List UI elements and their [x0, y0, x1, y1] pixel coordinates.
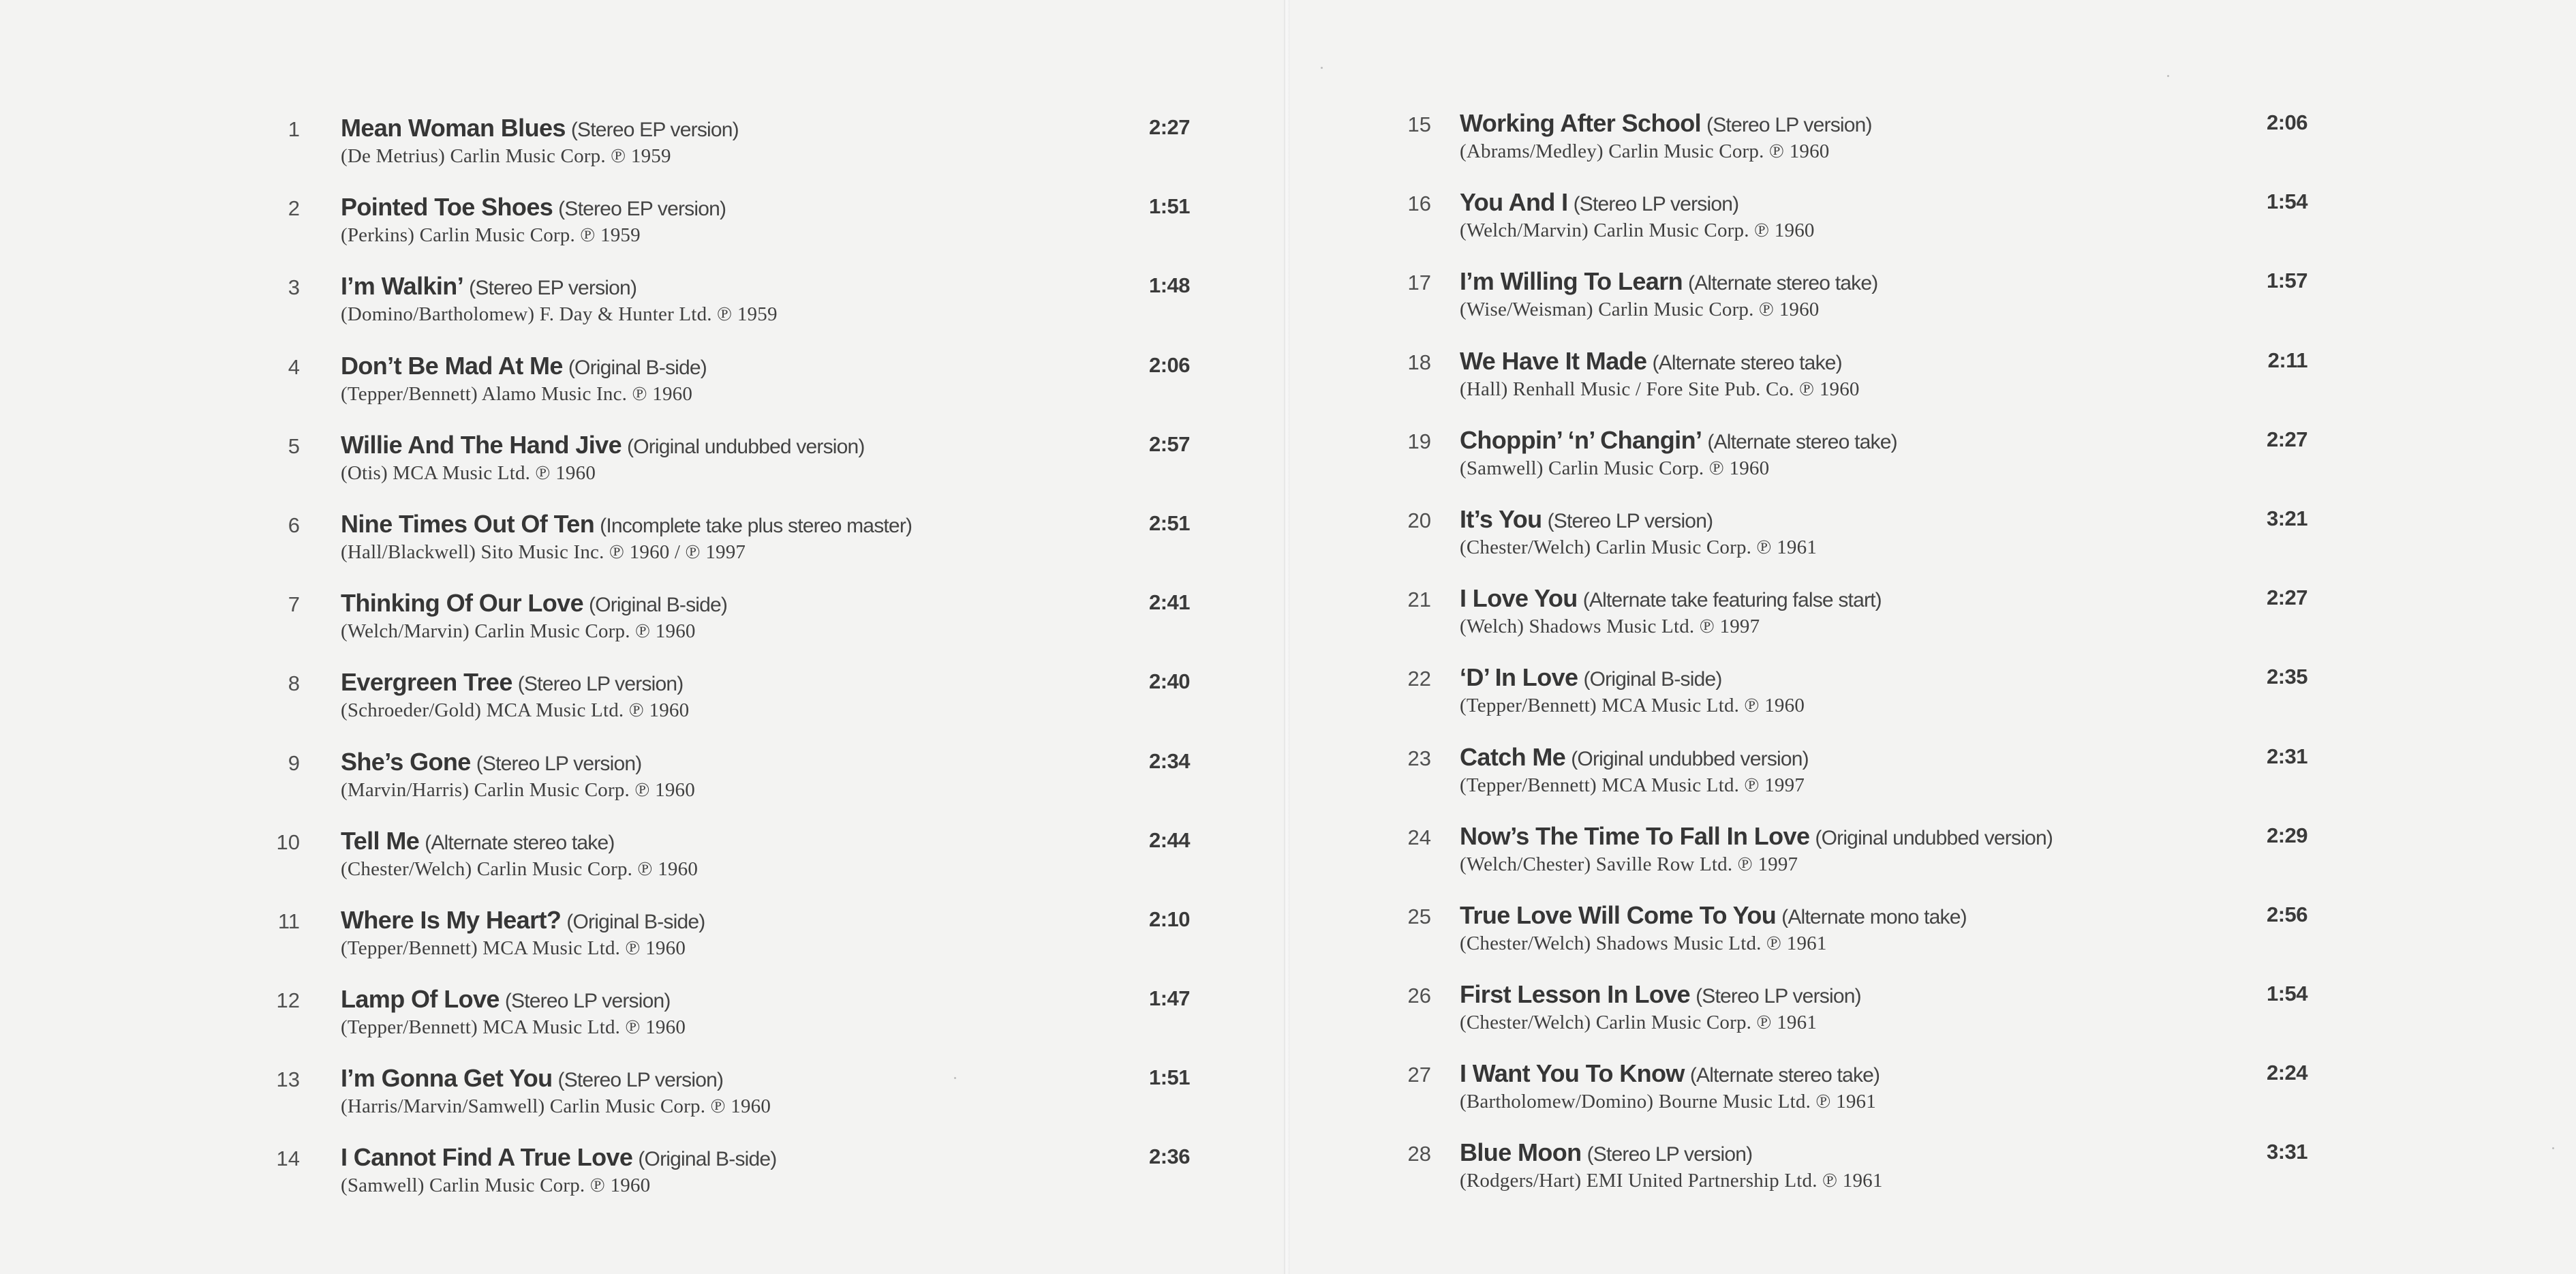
song-title: Now’s The Time To Fall In Love: [1460, 821, 1810, 850]
track-row: [266, 1143, 1190, 1222]
track-row: [266, 668, 1190, 747]
track-row: [1405, 901, 2307, 980]
song-title: I Want You To Know: [1460, 1059, 1685, 1088]
song-title: Tell Me: [341, 826, 420, 855]
title-line: [1460, 663, 1722, 692]
song-title: I Love You: [1460, 584, 1578, 613]
duration: 2:31: [2266, 744, 2307, 768]
track-number: 5: [288, 434, 300, 458]
duration: 2:11: [2267, 348, 2307, 372]
song-title: Mean Woman Blues: [341, 114, 566, 142]
track-row: [266, 985, 1190, 1064]
track-number: 28: [1407, 1142, 1431, 1166]
track-number: 8: [288, 671, 300, 696]
version-note: (Stereo EP version): [469, 277, 637, 300]
credits-line: (Hall) Renhall Music / Fore Site Pub. Co. ℗ 1960: [1460, 378, 1860, 400]
duration: 1:51: [1148, 194, 1190, 219]
version-note: (Stereo EP version): [570, 119, 739, 141]
title-line: [1460, 1138, 1752, 1167]
track-row: [1405, 584, 2307, 663]
version-note: (Alternate stereo take): [425, 831, 615, 854]
track-number: 1: [288, 117, 300, 141]
song-title: First Lesson In Love: [1460, 980, 1691, 1009]
track-row: [1405, 663, 2307, 742]
title-line: [341, 114, 739, 142]
song-title: Lamp Of Love: [341, 985, 500, 1014]
track-number: 15: [1407, 112, 1431, 136]
title-line: [1460, 347, 1842, 376]
credits-line: (Welch/Chester) Saville Row Ltd. ℗ 1997: [1460, 853, 1798, 875]
song-title: Blue Moon: [1460, 1138, 1582, 1167]
version-note: (Alternate stereo take): [1689, 1064, 1880, 1087]
track-number: 6: [288, 513, 300, 537]
track-row: [266, 114, 1190, 193]
title-line: [341, 748, 641, 776]
title-line: [1460, 505, 1713, 534]
track-row: [266, 906, 1190, 985]
title-line: [1460, 426, 1897, 455]
track-row: [266, 510, 1190, 589]
title-line: [341, 827, 615, 855]
track-number: 26: [1407, 984, 1431, 1008]
version-note: (Stereo LP version): [1586, 1143, 1753, 1166]
credits-line: (Chester/Welch) Carlin Music Corp. ℗ 1960: [341, 858, 699, 880]
title-line: [341, 589, 727, 618]
duration: 2:40: [1148, 669, 1190, 694]
song-title: Pointed Toe Shoes: [341, 193, 553, 222]
track-row: [266, 193, 1190, 272]
version-note: (Stereo LP version): [1706, 114, 1872, 136]
duration: 2:10: [1148, 907, 1190, 931]
title-line: [1460, 822, 2053, 851]
credits-line: (Chester/Welch) Shadows Music Ltd. ℗ 1961: [1460, 932, 1827, 954]
duration: 2:06: [1148, 352, 1190, 377]
duration: 2:44: [1148, 828, 1190, 852]
title-line: [341, 352, 707, 380]
track-row: [1405, 505, 2307, 584]
track-number: 11: [277, 909, 300, 933]
credits-line: (Wise/Weisman) Carlin Music Corp. ℗ 1960: [1460, 299, 1820, 321]
duration: 1:57: [2266, 269, 2307, 293]
track-number: 4: [288, 354, 300, 379]
duration: 2:51: [1148, 511, 1190, 535]
song-title: Choppin’ ‘n’ Changin’: [1460, 425, 1702, 454]
track-row: [1405, 109, 2307, 188]
duration: 1:47: [1148, 986, 1190, 1011]
song-title: Where Is My Heart?: [341, 905, 562, 934]
credits-line: (Welch/Marvin) Carlin Music Corp. ℗ 1960: [341, 620, 696, 643]
title-line: [341, 985, 671, 1014]
track-number: 18: [1407, 350, 1431, 374]
track-row: [1405, 980, 2307, 1059]
version-note: (Alternate take featuring false start): [1582, 589, 1882, 612]
duration: 1:48: [1148, 273, 1190, 298]
track-number: 7: [288, 592, 300, 617]
version-note: (Original B-side): [1583, 668, 1722, 691]
song-title: True Love Will Come To You: [1460, 900, 1777, 929]
credits-line: (Bartholomew/Domino) Bourne Music Ltd. ℗ 1961: [1460, 1091, 1876, 1113]
credits-line: (Tepper/Bennett) MCA Music Ltd. ℗ 1960: [341, 937, 686, 959]
duration: 3:31: [2266, 1140, 2307, 1164]
track-row: [1405, 1059, 2307, 1138]
title-line: [1460, 1059, 1880, 1088]
song-title: Nine Times Out Of Ten: [341, 509, 595, 538]
track-number: 13: [276, 1067, 300, 1092]
track-row: [1405, 822, 2307, 901]
song-title: I’m Gonna Get You: [341, 1064, 553, 1093]
credits-line: (Welch/Marvin) Carlin Music Corp. ℗ 1960: [1460, 219, 1815, 242]
version-note: (Original B-side): [589, 594, 728, 617]
credits-line: (Abrams/Medley) Carlin Music Corp. ℗ 1960: [1460, 140, 1830, 162]
title-line: [1460, 267, 1877, 296]
credits-line: (Chester/Welch) Carlin Music Corp. ℗ 1961: [1460, 536, 1818, 558]
duration: 2:27: [1148, 115, 1190, 139]
version-note: (Alternate mono take): [1781, 905, 1967, 928]
title-line: [1460, 188, 1738, 217]
song-title: Don’t Be Mad At Me: [341, 351, 563, 380]
track-number: 3: [288, 275, 300, 300]
credits-line: (Schroeder/Gold) MCA Music Ltd. ℗ 1960: [341, 699, 690, 722]
track-row: [266, 748, 1190, 827]
track-number: 12: [276, 988, 300, 1013]
duration: 2:29: [2266, 823, 2307, 847]
duration: 2:24: [2266, 1061, 2307, 1085]
credits-line: (Samwell) Carlin Music Corp. ℗ 1960: [341, 1174, 651, 1197]
song-title: We Have It Made: [1460, 346, 1647, 375]
track-number: 14: [276, 1147, 300, 1171]
song-title: Catch Me: [1460, 742, 1566, 771]
credits-line: (Tepper/Bennett) MCA Music Ltd. ℗ 1960: [1460, 695, 1805, 717]
credits-line: (Tepper/Bennett) Alamo Music Inc. ℗ 1960: [341, 382, 693, 405]
duration: 1:54: [2266, 982, 2307, 1006]
version-note: (Alternate stereo take): [1688, 272, 1878, 295]
track-number: 9: [288, 750, 300, 775]
credits-line: (Domino/Bartholomew) F. Day & Hunter Ltd. ℗ 1959: [341, 303, 778, 326]
track-number: 25: [1407, 904, 1431, 928]
song-title: Evergreen Tree: [341, 668, 512, 697]
version-note: (Original undubbed version): [1815, 826, 2053, 849]
track-number: 23: [1407, 746, 1431, 770]
duration: 2:06: [2266, 110, 2307, 134]
duration: 1:54: [2266, 189, 2307, 214]
credits-line: (Otis) MCA Music Ltd. ℗ 1960: [341, 461, 596, 484]
track-number: 2: [288, 196, 300, 221]
track-number: 16: [1407, 192, 1431, 216]
track-number: 24: [1407, 825, 1431, 849]
title-line: [341, 906, 705, 935]
version-note: (Stereo LP version): [476, 752, 642, 775]
duration: 2:27: [2266, 586, 2307, 610]
track-row: [1405, 1138, 2307, 1217]
credits-line: (Hall/Blackwell) Sito Music Inc. ℗ 1960 / ℗ 1997: [341, 541, 746, 563]
song-title: Working After School: [1460, 109, 1702, 137]
song-title: Thinking Of Our Love: [341, 589, 583, 618]
version-note: (Incomplete take plus stereo master): [600, 514, 913, 537]
duration: 2:35: [2266, 665, 2307, 689]
track-number: 27: [1407, 1063, 1431, 1087]
version-note: (Original B-side): [638, 1148, 777, 1171]
version-note: (Original B-side): [566, 910, 705, 933]
track-row: [266, 589, 1190, 668]
track-number: 17: [1407, 271, 1431, 295]
song-title: Willie And The Hand Jive: [341, 430, 622, 459]
track-row: [1405, 267, 2307, 346]
title-line: [341, 431, 865, 459]
paper-speck: [2167, 75, 2169, 77]
track-number: 19: [1407, 429, 1431, 453]
track-number: 21: [1407, 588, 1431, 612]
credits-line: (Harris/Marvin/Samwell) Carlin Music Corp. ℗ 1960: [341, 1095, 771, 1118]
track-list-right: [1405, 109, 2307, 1218]
credits-line: (Welch) Shadows Music Ltd. ℗ 1997: [1460, 616, 1760, 638]
track-row: [1405, 743, 2307, 822]
track-row: [266, 1064, 1190, 1143]
duration: 1:51: [1148, 1065, 1190, 1090]
track-number: 10: [276, 830, 300, 854]
track-number: 22: [1407, 667, 1431, 691]
title-line: [341, 193, 726, 222]
credits-line: (Chester/Welch) Carlin Music Corp. ℗ 1961: [1460, 1012, 1818, 1034]
duration: 2:27: [2266, 427, 2307, 451]
version-note: (Stereo EP version): [558, 198, 726, 221]
duration: 3:21: [2266, 506, 2307, 530]
credits-line: (Rodgers/Hart) EMI United Partnership Ltd. ℗ 1961: [1460, 1170, 1883, 1192]
paper-speck: [2552, 1147, 2554, 1149]
title-line: [1460, 980, 1861, 1009]
song-title: She’s Gone: [341, 747, 471, 776]
version-note: (Stereo LP version): [1547, 509, 1713, 532]
duration: 2:57: [1148, 431, 1190, 456]
song-title: I’m Walkin’: [341, 272, 464, 301]
version-note: (Original B-side): [568, 356, 707, 379]
track-row: [266, 352, 1190, 431]
credits-line: (Perkins) Carlin Music Corp. ℗ 1959: [341, 224, 641, 247]
song-title: You And I: [1460, 188, 1568, 217]
credits-line: (De Metrius) Carlin Music Corp. ℗ 1959: [341, 145, 671, 167]
credits-line: (Tepper/Bennett) MCA Music Ltd. ℗ 1960: [341, 1016, 686, 1039]
version-note: (Stereo LP version): [557, 1069, 724, 1092]
title-line: [341, 272, 637, 301]
track-row: [266, 431, 1190, 510]
title-line: [341, 1064, 723, 1093]
duration: 2:34: [1148, 748, 1190, 773]
duration: 2:56: [2266, 902, 2307, 926]
duration: 2:41: [1148, 590, 1190, 615]
track-row: [1405, 188, 2307, 267]
paper-speck: [1321, 67, 1323, 69]
song-title: I Cannot Find A True Love: [341, 1143, 633, 1172]
track-number: 20: [1407, 508, 1431, 532]
version-note: (Alternate stereo take): [1652, 351, 1842, 374]
credits-line: (Samwell) Carlin Music Corp. ℗ 1960: [1460, 457, 1770, 479]
title-line: [1460, 584, 1882, 613]
version-note: (Alternate stereo take): [1707, 430, 1897, 453]
version-note: (Stereo LP version): [517, 673, 684, 696]
track-row: [1405, 347, 2307, 426]
track-row: [1405, 426, 2307, 505]
title-line: [341, 1143, 776, 1172]
left-booklet-page: [0, 0, 1284, 1274]
credits-line: (Marvin/Harris) Carlin Music Corp. ℗ 1960: [341, 778, 695, 801]
version-note: (Original undubbed version): [1571, 747, 1809, 770]
title-line: [341, 510, 912, 539]
track-row: [266, 272, 1190, 351]
duration: 2:36: [1148, 1144, 1190, 1169]
title-line: [1460, 901, 1967, 930]
credits-line: (Tepper/Bennett) MCA Music Ltd. ℗ 1997: [1460, 774, 1805, 796]
title-line: [1460, 743, 1809, 772]
version-note: (Stereo LP version): [504, 990, 671, 1013]
title-line: [1460, 109, 1872, 138]
song-title: It’s You: [1460, 504, 1542, 533]
song-title: I’m Willing To Learn: [1460, 267, 1683, 296]
song-title: ‘D’ In Love: [1460, 663, 1578, 692]
version-note: (Original undubbed version): [627, 435, 865, 458]
version-note: (Stereo LP version): [1573, 193, 1739, 216]
right-booklet-page: [1289, 0, 2576, 1274]
track-row: [266, 827, 1190, 906]
version-note: (Stereo LP version): [1696, 985, 1861, 1008]
paper-speck: [954, 1077, 956, 1079]
title-line: [341, 668, 683, 697]
track-list-left: [266, 114, 1190, 1223]
